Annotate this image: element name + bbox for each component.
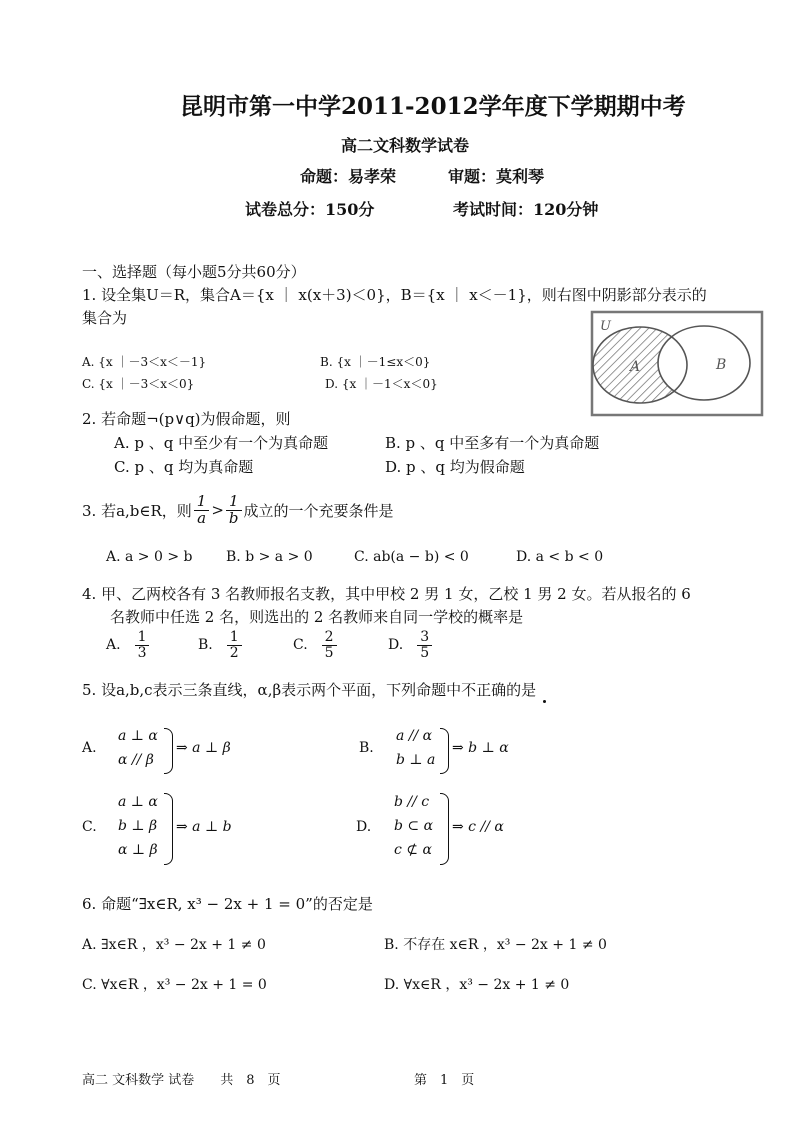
q5-b-line2: b ⊥ a	[396, 752, 436, 768]
venn-label-b: B	[716, 357, 727, 373]
q5-c-line3: α ⊥ β	[118, 842, 158, 858]
q3-option-a: A. a > 0 > b	[106, 549, 193, 565]
reviewer-label: 审题：莫利琴	[448, 167, 545, 186]
emphasis-dot	[543, 700, 546, 703]
q4-b-label: B.	[198, 637, 213, 654]
q4-b-num: 1	[227, 630, 242, 646]
q3-frac1-num: 1	[194, 494, 210, 511]
q4-b-fraction	[227, 630, 242, 660]
q3-frac2-num: 1	[226, 494, 242, 511]
q4-c-num: 2	[322, 630, 337, 646]
q3-option-c: C. ab(a − b) < 0	[354, 549, 469, 565]
q5-c-conditions	[118, 790, 158, 862]
q3-frac1-den: a	[197, 508, 207, 527]
q5-d-label: D.	[356, 819, 372, 835]
q4-option-a	[106, 630, 151, 660]
q4-c-label: C.	[293, 637, 308, 654]
q1-stem-line1: 1. 设全集U＝R，集合A＝{x ｜ x(x＋3)＜0}，B＝{x ｜ x＜－1}，则右图中阴影部分表示的	[82, 286, 707, 304]
q4-option-d	[388, 630, 434, 660]
q4-a-den: 3	[137, 644, 147, 661]
q2-option-d: D. p 、q 均为假命题	[385, 458, 525, 476]
q1-option-a: A. {x ｜－3＜x＜－1}	[82, 355, 207, 369]
section-heading: 一、选择题（每小题5分共60分）	[82, 263, 306, 281]
q3-stem-post: 成立的一个充要条件是	[243, 501, 394, 520]
q1-option-d: D. {x ｜－1＜x＜0}	[325, 377, 438, 391]
venn-label-u: U	[600, 319, 611, 334]
q6-option-d: D. ∀x∈R ，x³ − 2x + 1 ≠ 0	[384, 977, 570, 993]
q5-a-line1: a ⊥ α	[118, 728, 158, 744]
q5-d-result: ⇒ c // α	[452, 819, 504, 835]
q5-c-brace	[164, 793, 173, 865]
q5-c-line2: b ⊥ β	[118, 818, 158, 834]
q2-option-c: C. p 、q 均为真命题	[114, 458, 254, 476]
footer-page-number: 第 1 页	[414, 1073, 475, 1088]
q3-frac2-den: b	[228, 508, 239, 527]
q3-fraction-1	[194, 494, 210, 527]
q6-option-a: A. ∃x∈R ，x³ − 2x + 1 ≠ 0	[82, 937, 266, 953]
q5-b-label: B.	[359, 740, 374, 756]
q4-b-den: 2	[229, 644, 239, 661]
q3-stem-pre: 3. 若a,b∈R，则	[82, 501, 192, 520]
q1-option-b: B. {x ｜－1≤x＜0}	[320, 355, 431, 369]
q4-c-fraction	[322, 630, 337, 660]
footer-left: 高二 文科数学 试卷 共 8 页	[82, 1073, 281, 1088]
q5-a-brace	[164, 728, 173, 774]
q4-stem-line2: 名教师中任选 2 名，则选出的 2 名教师来自同一学校的概率是	[110, 608, 524, 626]
q5-a-conditions	[118, 724, 158, 772]
q5-c-result: ⇒ a ⊥ b	[176, 819, 232, 835]
q5-a-result: ⇒ a ⊥ β	[176, 740, 231, 756]
author-label: 命题：易孝荣	[300, 167, 397, 186]
q5-c-line1: a ⊥ α	[118, 794, 158, 810]
q5-b-brace	[440, 728, 449, 774]
q4-a-fraction	[135, 630, 150, 660]
q5-a-line2: α // β	[118, 752, 154, 768]
q5-b-line1: a // α	[396, 728, 433, 744]
q5-d-line1: b // c	[394, 794, 430, 810]
q4-option-b	[198, 630, 244, 660]
q4-d-den: 5	[420, 644, 430, 661]
exam-subtitle: 高二文科数学试卷	[341, 136, 470, 155]
q5-d-line3: c ⊄ α	[394, 842, 432, 858]
q5-c-label: C.	[82, 819, 97, 835]
q3-stem	[82, 494, 394, 527]
q3-option-b: B. b > a > 0	[226, 549, 313, 565]
q4-option-c	[293, 630, 339, 660]
q6-stem: 6. 命题“∃x∈R, x³ − 2x + 1 = 0”的否定是	[82, 895, 373, 913]
q5-a-label: A.	[82, 740, 97, 756]
q1-stem-line2: 集合为	[82, 309, 128, 327]
q6-option-b: B. 不存在 x∈R ，x³ − 2x + 1 ≠ 0	[384, 937, 607, 953]
q5-d-conditions	[394, 790, 433, 862]
q5-d-line2: b ⊂ α	[394, 818, 434, 834]
q4-a-num: 1	[135, 630, 150, 646]
venn-diagram	[590, 310, 766, 418]
q4-stem-line1: 4. 甲、乙两校各有 3 名教师报名支教，其中甲校 2 男 1 女，乙校 1 男 2 女。若从报名的 6	[82, 585, 691, 603]
q2-stem: 2. 若命题¬(p∨q)为假命题，则	[82, 410, 291, 428]
q2-option-a: A. p 、q 中至少有一个为真命题	[114, 434, 329, 452]
q5-stem: 5. 设a,b,c表示三条直线，α,β表示两个平面，下列命题中不正确的是	[82, 681, 537, 699]
q4-d-fraction	[417, 630, 432, 660]
venn-label-a: A	[630, 359, 641, 375]
q5-b-result: ⇒ b ⊥ α	[452, 740, 509, 756]
q5-d-brace	[440, 793, 449, 865]
exam-title: 昆明市第一中学2011-2012学年度下学期期中考	[180, 93, 686, 120]
q4-a-label: A.	[106, 637, 121, 654]
q4-d-num: 3	[417, 630, 432, 646]
q3-gt-sign: >	[211, 501, 224, 520]
q6-option-c: C. ∀x∈R ，x³ − 2x + 1 = 0	[82, 977, 267, 993]
q4-c-den: 5	[324, 644, 334, 661]
time-limit: 考试时间：120分钟	[453, 200, 599, 219]
q5-b-conditions	[396, 724, 435, 772]
q3-fraction-2	[226, 494, 242, 527]
q1-option-c: C. {x ｜－3＜x＜0}	[82, 377, 195, 391]
q3-option-d: D. a < b < 0	[516, 549, 604, 565]
q4-d-label: D.	[388, 637, 404, 654]
total-score: 试卷总分：150分	[245, 200, 375, 219]
q2-option-b: B. p 、q 中至多有一个为真命题	[385, 434, 600, 452]
